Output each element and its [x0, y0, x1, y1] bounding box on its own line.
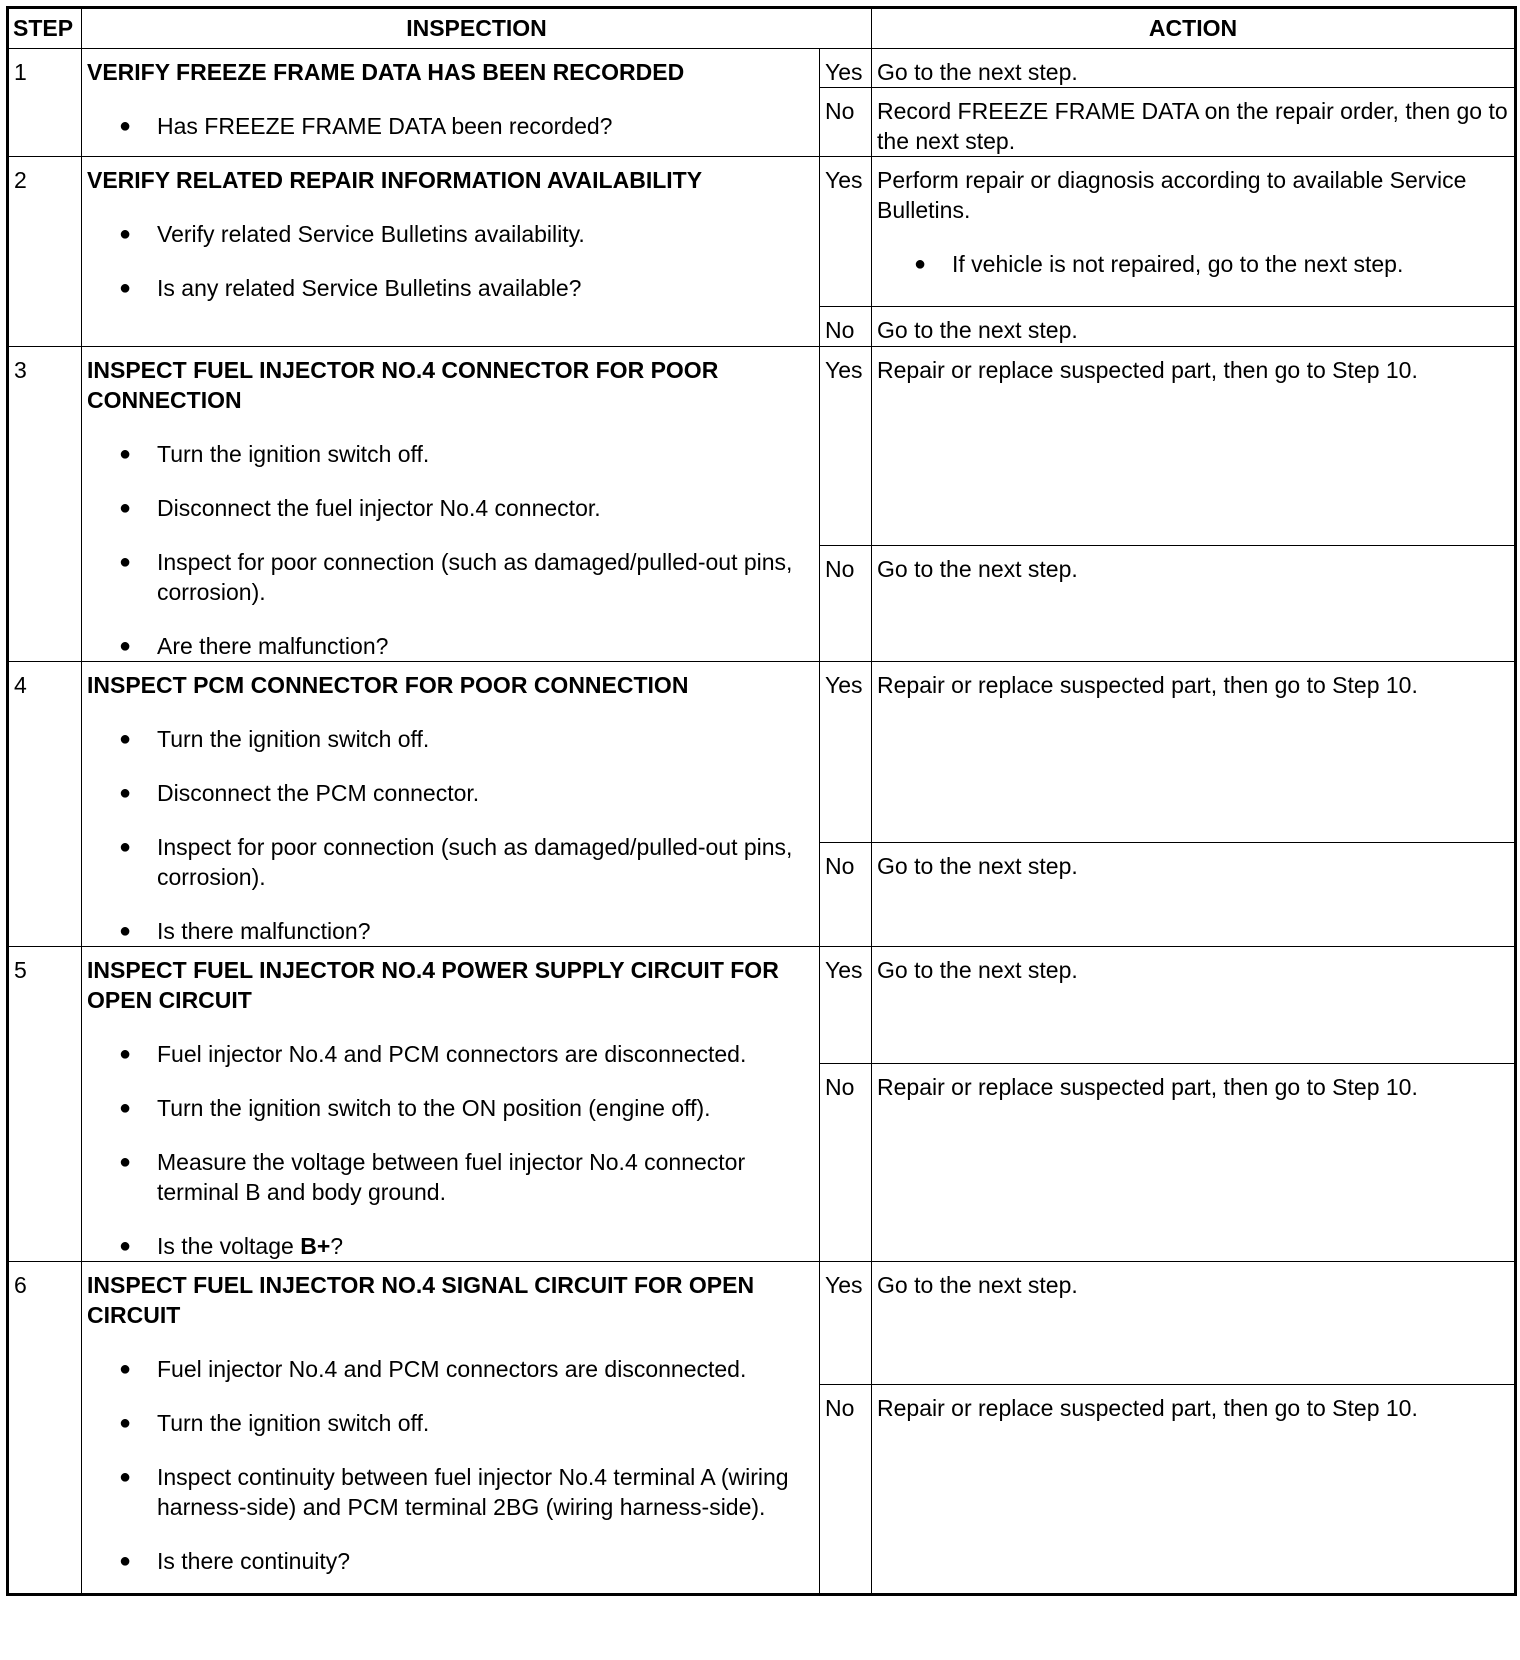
diagnostic-table: [6, 6, 1517, 1596]
bullet-item: ● Verify related Service Bulletins availability.: [157, 219, 813, 249]
no-label: No: [820, 843, 872, 947]
no-label: No: [820, 545, 872, 661]
no-label: No: [820, 1385, 872, 1595]
yes-action: Repair or replace suspected part, then go to Step 10.: [872, 347, 1516, 546]
bullet-list: [87, 219, 813, 303]
inspection-cell: [82, 347, 820, 662]
step-row-4-yes: [8, 662, 1516, 843]
step-number: 4: [8, 662, 82, 947]
yes-action: [872, 157, 1516, 307]
inspection-title: INSPECT FUEL INJECTOR NO.4 CONNECTOR FOR POOR CONNECTION: [87, 357, 719, 413]
yes-label: Yes: [820, 947, 872, 1064]
yes-label: Yes: [820, 662, 872, 843]
bullet-item: ● Inspect for poor connection (such as damaged/pulled-out pins, corrosion).: [157, 547, 813, 607]
inspection-title: INSPECT FUEL INJECTOR NO.4 SIGNAL CIRCUIT FOR OPEN CIRCUIT: [87, 1272, 755, 1328]
no-label: No: [820, 88, 872, 157]
inspection-title: VERIFY RELATED REPAIR INFORMATION AVAILABILITY: [87, 167, 703, 193]
step-row-6-yes: [8, 1262, 1516, 1385]
step-header: STEP: [8, 8, 82, 49]
bullet-item: ● Fuel injector No.4 and PCM connectors are disconnected.: [157, 1039, 813, 1069]
bullet-item: ● Disconnect the fuel injector No.4 connector.: [157, 493, 813, 523]
bullet-item: [157, 1231, 813, 1261]
step-number: 6: [8, 1262, 82, 1595]
bullet-item: ● Is there continuity?: [157, 1546, 813, 1576]
bullet-item: ● Turn the ignition switch off.: [157, 1408, 813, 1438]
question-suffix: ?: [330, 1233, 344, 1259]
yes-label: Yes: [820, 1262, 872, 1385]
bullet-list: [87, 1039, 813, 1261]
bullet-item: ● Is any related Service Bulletins available?: [157, 273, 813, 303]
no-action: Go to the next step.: [872, 843, 1516, 947]
bullet-item: ● Fuel injector No.4 and PCM connectors are disconnected.: [157, 1354, 813, 1384]
yes-label: Yes: [820, 157, 872, 307]
no-label: No: [820, 307, 872, 347]
inspection-cell: [82, 662, 820, 947]
step-row-2-yes: [8, 157, 1516, 307]
question-bold-value: B+: [300, 1233, 331, 1259]
bullet-item: ● Turn the ignition switch off.: [157, 439, 813, 469]
no-action: Go to the next step.: [872, 545, 1516, 661]
bullet-item: ● Measure the voltage between fuel injector No.4 connector terminal B and body ground.: [157, 1147, 813, 1207]
bullet-list: [87, 439, 813, 661]
action-bullet-item: ● If vehicle is not repaired, go to the next step.: [952, 249, 1508, 279]
inspection-cell: [82, 947, 820, 1262]
bullet-item: ● Has FREEZE FRAME DATA been recorded?: [157, 111, 813, 141]
question-prefix: Is the voltage: [157, 1233, 301, 1259]
bullet-item: ● Turn the ignition switch to the ON position (engine off).: [157, 1093, 813, 1123]
bullet-item: ● Inspect continuity between fuel injector No.4 terminal A (wiring harness-side) and PCM terminal 2BG (wiring harness-side).: [157, 1462, 813, 1522]
bullet-item: ● Disconnect the PCM connector.: [157, 778, 813, 808]
action-header: ACTION: [872, 8, 1516, 49]
yes-action: Go to the next step.: [872, 1262, 1516, 1385]
bullet-item: ● Turn the ignition switch off.: [157, 724, 813, 754]
bullet-item: ● Inspect for poor connection (such as damaged/pulled-out pins, corrosion).: [157, 832, 813, 892]
yes-action: Go to the next step.: [872, 947, 1516, 1064]
step-number: 3: [8, 347, 82, 662]
inspection-cell: [82, 157, 820, 347]
bullet-list: [87, 1354, 813, 1576]
yes-label: Yes: [820, 49, 872, 88]
step-row-1-yes: [8, 49, 1516, 88]
header-row: [8, 8, 1516, 49]
step-row-5-yes: [8, 947, 1516, 1064]
no-action: Record FREEZE FRAME DATA on the repair order, then go to the next step.: [872, 88, 1516, 157]
no-action: Repair or replace suspected part, then go to Step 10.: [872, 1385, 1516, 1595]
bullet-item: ● Are there malfunction?: [157, 631, 813, 661]
yes-label: Yes: [820, 347, 872, 546]
step-row-3-yes: [8, 347, 1516, 546]
inspection-title: VERIFY FREEZE FRAME DATA HAS BEEN RECORDED: [87, 59, 685, 85]
no-action: Go to the next step.: [872, 307, 1516, 347]
step-number: 1: [8, 49, 82, 157]
bullet-list: [87, 724, 813, 946]
inspection-header: INSPECTION: [82, 8, 872, 49]
inspection-title: INSPECT PCM CONNECTOR FOR POOR CONNECTION: [87, 672, 689, 698]
step-number: 5: [8, 947, 82, 1262]
step-number: 2: [8, 157, 82, 347]
yes-action-text: Perform repair or diagnosis according to available Service Bulletins.: [877, 167, 1467, 223]
yes-action: Repair or replace suspected part, then go to Step 10.: [872, 662, 1516, 843]
bullet-list: [87, 111, 813, 141]
bullet-item: ● Is there malfunction?: [157, 916, 813, 946]
no-label: No: [820, 1063, 872, 1261]
no-action: Repair or replace suspected part, then go to Step 10.: [872, 1063, 1516, 1261]
inspection-title: INSPECT FUEL INJECTOR NO.4 POWER SUPPLY CIRCUIT FOR OPEN CIRCUIT: [87, 957, 779, 1013]
action-bullet-list: [877, 249, 1508, 279]
inspection-cell: [82, 1262, 820, 1595]
yes-action: Go to the next step.: [872, 49, 1516, 88]
inspection-cell: [82, 49, 820, 157]
